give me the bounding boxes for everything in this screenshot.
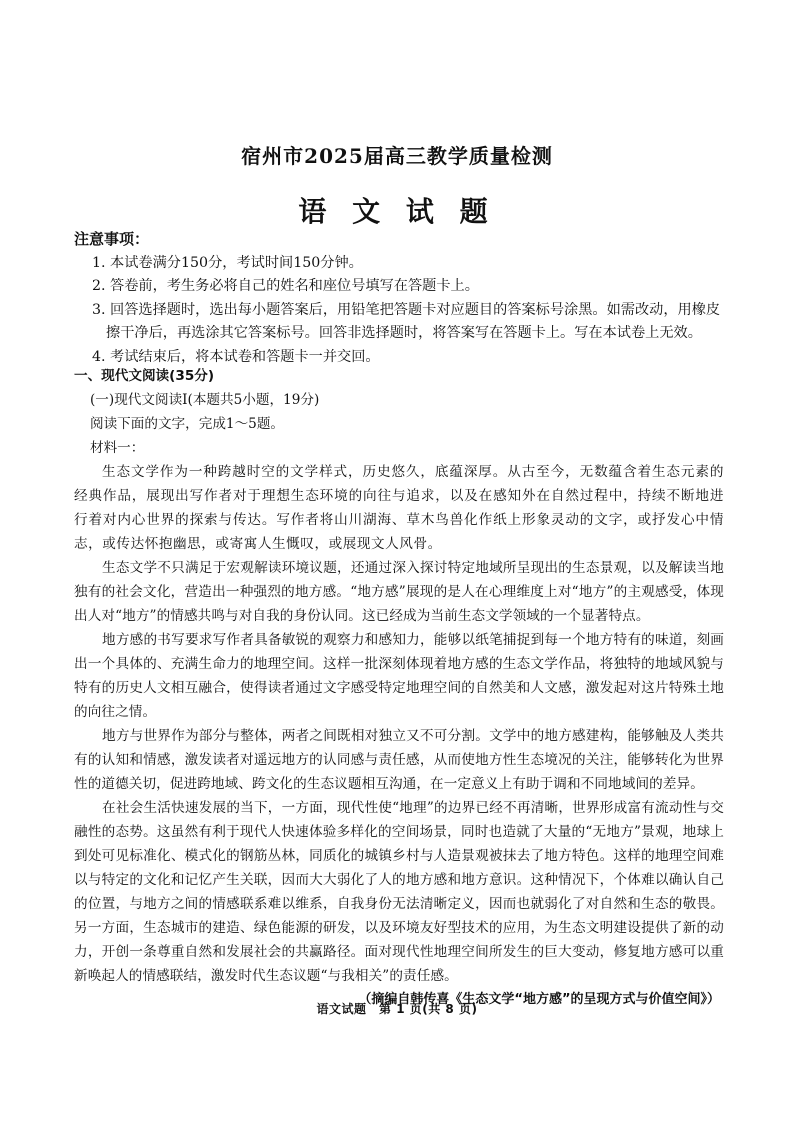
paragraph: 在社会生活快速发展的当下，一方面，现代性使“地理”的边界已经不再清晰，世界形成富有流动性与交融性的态势。这虽然有利于现代人快速体验多样化的空间场景，同时也造就了大量的“无地方”景观，地球上到处可见标准化、模式化的钢筋丛林，同质化的城镇乡村与人造景观被抹去了地方特色。这样的地理空间难以与特定的文化和记忆产生关联，因而大大弱化了人的地方感和地方意识。这种情况下，个体难以确认自己的位置，与地方之间的情感联系难以维系，自我身份无法清晰定义，因而也就弱化了对自然和生态的敬畏。另一方面，生态城市的建造、绿色能源的研发，以及环境友好型技术的应用，为生态文明建设提供了新的动力，开创一条尊重自然和发展社会的共赢路径。面对现代性地理空间所发生的巨大变动，修复地方感可以重新唤起人的情感联结，激发时代生态议题“与我相关”的责任感。 — [74, 800, 724, 984]
notice-item: 2. 答卷前，考生务必将自己的姓名和座位号填写在答题卡上。 — [92, 278, 479, 294]
notice-item: 1. 本试卷满分150分，考试时间150分钟。 — [92, 254, 363, 271]
instruction: 阅读下面的文字，完成1～5题。 — [90, 416, 285, 432]
notice-list — [74, 252, 734, 370]
sub-heading: (一)现代文阅读Ⅰ(本题共5小题，19分) — [90, 392, 320, 408]
paragraph: 地方感的书写要求写作者具备敏锐的观察力和感知力，能够以纸笔捕捉到每一个地方特有的味道，刻画出一个具体的、充满生命力的地理空间。这样一批深刻体现着地方感的生态文学作品，将独特的地域风貌与特有的历史人文相互融合，使得读者通过文字感受特定地理空间的自然美和人文感，激发起对这片特殊土地的向往之情。 — [74, 632, 724, 720]
section-heading: 一、现代文阅读(35分) — [74, 368, 215, 384]
material-label: 材料一： — [90, 440, 145, 456]
paragraph: 生态文学不只满足于宏观解读环境议题，还通过深入探讨特定地域所呈现出的生态景观，以及解读当地独有的社会文化，营造出一种强烈的地方感。“地方感”展现的是人在心理维度上对“地方”的主观感受，体现出人对“地方”的情感共鸣与对自我的身份认同。这已经成为当前生态文学领域的一个显著特点。 — [74, 560, 724, 624]
reading-section — [74, 364, 724, 1012]
source-citation: （摘编自韩传喜《生态文学“地方感”的呈现方式与价值空间》） — [358, 992, 720, 1007]
paragraph: 地方与世界作为部分与整体，两者之间既相对独立又不可分割。文学中的地方感建构，能够触及人类共有的认知和情感，激发读者对遥远地方的认同感与责任感，从而使地方性生态境况的关注，能够转化为世界性的道德关切，促进跨地域、跨文化的生态议题相互沟通，在一定意义上有助于调和不同地域间的差异。 — [74, 728, 724, 792]
paragraph: 生态文学作为一种跨越时空的文学样式，历史悠久，底蕴深厚。从古至今，无数蕴含着生态元素的经典作品，展现出写作者对于理想生态环境的向往与追求，以及在感知外在自然过程中，持续不断地进行着对内心世界的探索与传达。写作者将山川湖海、草木鸟兽化作纸上形象灵动的文字，或抒发心中情志，或传达怀抱幽思，或寄寓人生慨叹，或展现文人风骨。 — [74, 464, 724, 552]
notice-title: 注意事项： — [74, 230, 150, 248]
notice-item: 4. 考试结束后，将本试卷和答题卡一并交回。 — [92, 348, 380, 365]
subject-title: 语 文 试 题 — [298, 195, 496, 228]
notice-block — [74, 228, 734, 369]
page-footer: 语文试题 第 1 页(共 8 页) — [316, 1002, 478, 1016]
notice-item: 3. 回答选择题时，选出每小题答案后，用铅笔把答题卡对应题目的答案标号涂黑。如需改动，用橡皮擦干净后，再选涂其它答案标号。回答非选择题时，将答案写在答题卡上。写在本试卷上无效。 — [92, 301, 721, 341]
exam-title: 宿州市2025届高三教学质量检测 — [241, 144, 553, 168]
